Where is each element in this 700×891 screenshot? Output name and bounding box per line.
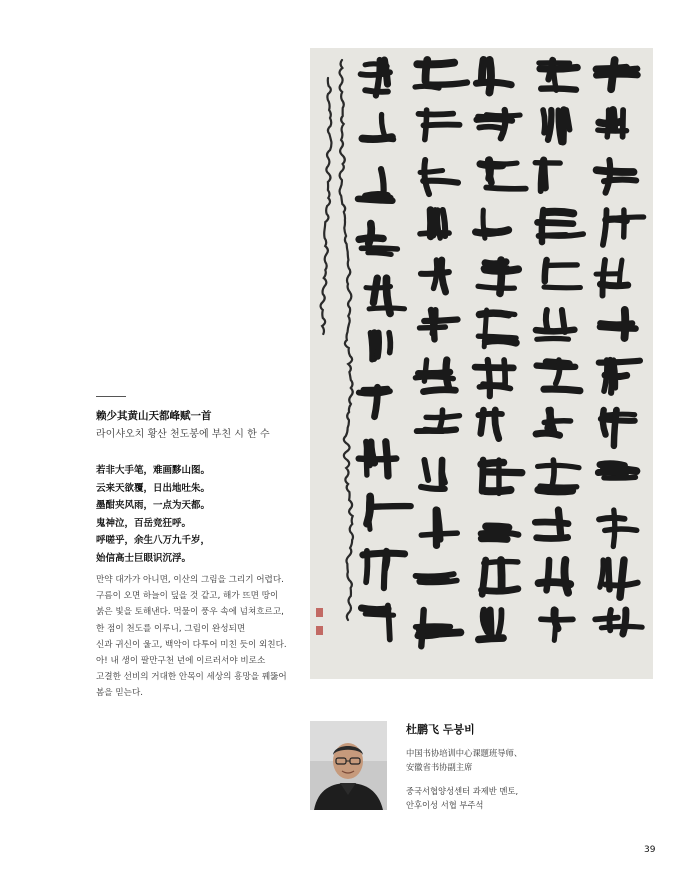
calligraphy-glyph bbox=[482, 560, 518, 594]
calligraphy-glyph bbox=[358, 169, 392, 201]
calligraphy-glyph bbox=[359, 224, 397, 255]
inscription-column bbox=[340, 60, 353, 620]
calligraphy-glyph bbox=[595, 610, 642, 634]
calligraphy-glyph bbox=[361, 60, 390, 96]
calligraphy-glyph bbox=[420, 210, 449, 238]
calligraphy-glyph bbox=[535, 510, 568, 539]
calligraphy-glyph bbox=[477, 110, 520, 138]
calligraphy-glyph bbox=[417, 410, 460, 431]
calligraphy-glyph bbox=[600, 560, 638, 597]
inscription-column bbox=[321, 78, 332, 334]
calligraphy-glyph bbox=[481, 460, 522, 493]
translation-line: 고결한 선비의 거대한 안목이 세상의 흥망을 꿰뚫어 bbox=[96, 672, 287, 683]
calligraphy-glyph bbox=[543, 110, 570, 142]
calligraphy-strokes bbox=[310, 48, 653, 679]
poem-text bbox=[96, 462, 296, 568]
bio-line-kr: 중국서협양성센터 과제반 멘토, bbox=[406, 786, 519, 796]
bio-line-cn: 安徽省书协副主席 bbox=[406, 762, 473, 772]
calligraphy-glyph bbox=[603, 210, 644, 245]
poem-line: 始信高士巨眼识沉浮。 bbox=[96, 552, 192, 564]
calligraphy-glyph bbox=[479, 610, 503, 640]
calligraphy-glyph bbox=[415, 60, 467, 88]
calligraphy-glyph bbox=[598, 110, 627, 137]
calligraphy-glyph bbox=[415, 360, 455, 392]
section-divider bbox=[96, 396, 126, 397]
calligraphy-glyph bbox=[535, 160, 560, 191]
author-name: 杜鹏飞 두붕비 bbox=[406, 723, 475, 736]
calligraphy-glyph bbox=[359, 387, 390, 416]
poem-translation bbox=[96, 572, 301, 702]
seal-mark bbox=[316, 626, 323, 635]
calligraphy-glyph bbox=[370, 333, 390, 360]
calligraphy-glyph bbox=[478, 310, 516, 347]
poem-line: 若非大手笔，难画黟山图。 bbox=[96, 465, 211, 476]
calligraphy-glyph bbox=[363, 551, 405, 588]
calligraphy-glyph bbox=[544, 260, 580, 288]
calligraphy-glyph bbox=[420, 160, 458, 194]
page-number: 39 bbox=[644, 845, 656, 855]
poem-line: 鬼神泣，百岳竞狂呼。 bbox=[96, 517, 192, 529]
calligraphy-glyph bbox=[597, 160, 637, 193]
calligraphy-glyph bbox=[362, 115, 393, 140]
calligraphy-glyph bbox=[536, 310, 575, 339]
seal-mark bbox=[316, 608, 323, 617]
translation-line: 구름이 오면 하늘이 덮을 것 같고, 해가 뜨면 땅이 bbox=[96, 591, 279, 602]
calligraphy-glyph bbox=[366, 278, 405, 313]
portrait-image bbox=[310, 721, 387, 810]
calligraphy-glyph bbox=[476, 60, 511, 93]
calligraphy-glyph bbox=[475, 360, 513, 396]
calligraphy-glyph bbox=[596, 60, 637, 89]
calligraphy-glyph bbox=[536, 410, 571, 435]
calligraphy-glyph bbox=[596, 260, 628, 296]
calligraphy-glyph bbox=[421, 260, 449, 292]
calligraphy-glyph bbox=[478, 410, 502, 439]
calligraphy-glyph bbox=[537, 360, 580, 391]
author-photo bbox=[310, 721, 387, 810]
bio-line-cn: 中国书协培训中心课题班导师、 bbox=[406, 748, 523, 758]
calligraphy-glyph bbox=[416, 574, 457, 582]
calligraphy-glyph bbox=[480, 160, 526, 189]
calligraphy-glyph bbox=[599, 360, 640, 393]
author-bio bbox=[406, 746, 522, 812]
calligraphy-glyph bbox=[419, 110, 460, 140]
translation-line: 붉은 빛을 토해낸다. 먹물이 풍우 속에 넘쳐흐르고, bbox=[96, 607, 284, 618]
bio-line-kr: 안후이성 서협 부주석 bbox=[406, 800, 484, 810]
calligraphy-glyph bbox=[538, 460, 579, 492]
translation-line: 만약 대가가 아니면, 이산의 그림을 그리기 어렵다. bbox=[96, 575, 284, 585]
calligraphy-glyph bbox=[416, 610, 461, 646]
poem-line: 云来天欲覆，日出地吐朱。 bbox=[96, 482, 211, 494]
calligraphy-glyph bbox=[601, 410, 635, 446]
calligraphy-glyph bbox=[362, 606, 394, 640]
poem-title-korean: 라이샤오치 황산 천도봉에 부친 시 한 수 bbox=[96, 429, 270, 440]
calligraphy-glyph bbox=[539, 560, 571, 593]
calligraphy-artwork bbox=[310, 48, 653, 679]
calligraphy-glyph bbox=[539, 60, 577, 90]
calligraphy-glyph bbox=[420, 310, 458, 339]
poem-line: 墨酣夹风雨，一点为天都。 bbox=[96, 500, 211, 512]
calligraphy-glyph bbox=[538, 210, 584, 242]
calligraphy-glyph bbox=[359, 442, 397, 476]
calligraphy-glyph bbox=[421, 460, 445, 489]
translation-line: 한 점이 천도를 이루니, 그림이 완성되면 bbox=[96, 623, 246, 634]
translation-line: 봄을 믿는다. bbox=[96, 688, 143, 699]
translation-line: 아! 내 생이 팔만구천 년에 이르러서야 비로소 bbox=[96, 656, 266, 667]
calligraphy-glyph bbox=[421, 510, 457, 545]
calligraphy-glyph bbox=[599, 510, 637, 547]
calligraphy-glyph bbox=[541, 610, 573, 640]
poem-line: 呼嗟乎，余生八万九千岁， bbox=[96, 535, 211, 547]
calligraphy-glyph bbox=[598, 464, 636, 478]
calligraphy-glyph bbox=[478, 260, 518, 293]
calligraphy-glyph bbox=[600, 310, 636, 338]
calligraphy-glyph bbox=[481, 526, 519, 539]
calligraphy-glyph bbox=[476, 210, 509, 238]
poem-title-chinese: 赖少其黄山天都峰赋一首 bbox=[96, 410, 212, 422]
calligraphy-glyph bbox=[367, 496, 411, 529]
translation-line: 신과 귀신이 울고, 백악이 다투어 미친 듯이 외친다. bbox=[96, 639, 287, 650]
